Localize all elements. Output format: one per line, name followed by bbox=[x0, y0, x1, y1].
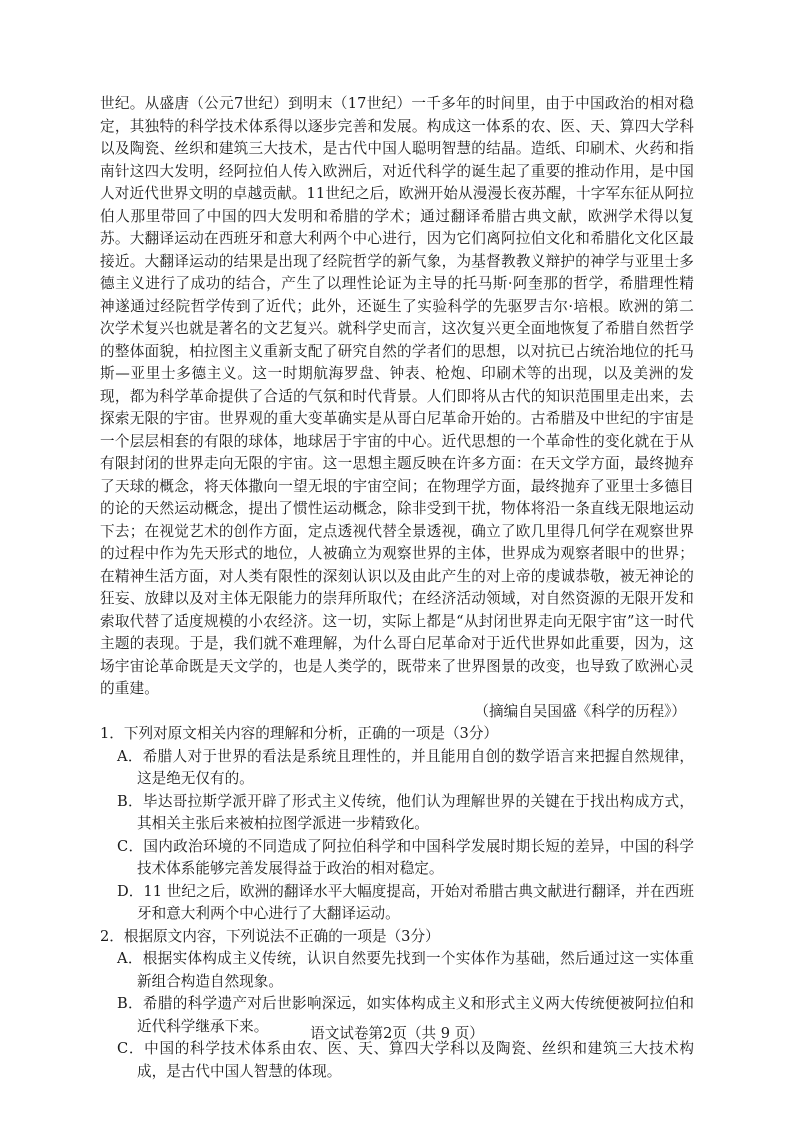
question-1-option-a: A．希腊人对于世界的看法是系统且理性的，并且能用自创的数学语言来把握自然规律，这是绝无仅有的。 bbox=[117, 747, 694, 787]
exam-page-body bbox=[100, 93, 694, 1083]
question-2 bbox=[100, 926, 694, 1084]
passage-source: （摘编自吴国盛《科学的历程》） bbox=[474, 702, 686, 720]
page-footer: 语文试卷第2页（共 9 页） bbox=[310, 1025, 484, 1042]
question-1 bbox=[100, 723, 694, 926]
question-2-option-b: B．希腊的科学遗产对后世影响深远，如实体构成主义和形式主义两大传统便被阿拉伯和近代科学继承下来。 bbox=[117, 995, 694, 1035]
question-1-option-c: C．国内政治环境的不同造成了阿拉伯科学和中国科学发展时期长短的差异，中国的科学技术体系能够完善发展得益于政治的相对稳定。 bbox=[117, 837, 694, 877]
question-2-stem: 2．根据原文内容，下列说法不正确的一项是（3分） bbox=[100, 927, 440, 945]
reading-passage: 世纪。从盛唐（公元7世纪）到明末（17世纪）一千多年的时间里，由于中国政治的相对稳定，其独特的科学技术体系得以逐步完善和发展。构成这一体系的农、医、天、算四大学科以及陶瓷、丝织和建筑三大技术，是古代中国人聪明智慧的结晶。造纸、印刷术、火药和指南针这四大发明，经阿拉伯人传入欧洲后，对近代科学的诞生起了重要的推动作用，是中国人对近代世界文明的卓越贡献。11世纪之后，欧洲开始从漫漫长夜苏醒，十字军东征从阿拉伯人那里带回了中国的四大发明和希腊的学术；通过翻译希腊古典文献，欧洲学术得以复苏。大翻译运动在西班牙和意大利两个中心进行，因为它们离阿拉伯文化和希腊化文化区最接近。大翻译运动的结果是出现了经院哲学的新气象，为基督教教义辩护的神学与亚里士多德主义进行了成功的结合，产生了以理性论证为主导的托马斯·阿奎那的哲学，希腊理性精神遂通过经院哲学传到了近代；此外，还诞生了实验科学的先驱罗吉尔·培根。欧洲的第二次学术复兴也就是著名的文艺复兴。就科学史而言，这次复兴更全面地恢复了希腊自然哲学的整体面貌，柏拉图主义重新支配了研究自然的学者们的思想，以对抗已占统治地位的托马斯—亚里士多德主义。这一时期航海罗盘、钟表、枪炮、印刷术等的出现，以及美洲的发现，都为科学革命提供了合适的气氛和时代背景。人们即将从古代的知识范围里走出来，去探索无限的宇宙。世界观的重大变革确实是从哥白尼革命开始的。古希腊及中世纪的宇宙是一个层层相套的有限的球体，地球居于宇宙的中心。近代思想的一个革命性的变化就在于从有限封闭的世界走向无限的宇宙。这一思想主题反映在许多方面：在天文学方面，最终抛弃了天球的概念，将天体撒向一望无垠的宇宙空间；在物理学方面，最终抛弃了亚里士多德目的论的天然运动概念，提出了惯性运动概念，除非受到干扰，物体将沿一条直线无限地运动下去；在视觉艺术的创作方面，定点透视代替全景透视，确立了欧几里得几何学在观察世界的过程中作为先天形式的地位，人被确立为观察世界的主体，世界成为观察者眼中的世界；在精神生活方面，对人类有限性的深刻认识以及由此产生的对上帝的虔诚恭敬，被无神论的狂妄、放肆以及对主体无限能力的崇拜所取代；在经济活动领域，对自然资源的无限开发和索取代替了适度规模的小农经济。这一切，实际上都是“从封闭世界走向无限宇宙”这一时代主题的表现。于是，我们就不难理解，为什么哥白尼革命对于近代世界如此重要，因为，这场宇宙论革命既是天文学的，也是人类学的，既带来了世界图景的改变，也导致了欧洲心灵的重建。 bbox=[100, 95, 694, 697]
question-2-option-a: A．根据实体构成主义传统，认识自然要先找到一个实体作为基础，然后通过这一实体重新组合构造自然现象。 bbox=[117, 950, 694, 990]
question-1-option-d: D．11 世纪之后，欧洲的翻译水平大幅度提高，开始对希腊古典文献进行翻译，并在西班牙和意大利两个中心进行了大翻译运动。 bbox=[117, 882, 694, 922]
question-1-option-b: B．毕达哥拉斯学派开辟了形式主义传统，他们认为理解世界的关键在于找出构成方式，其相关主张后来被柏拉图学派进一步精致化。 bbox=[117, 792, 694, 832]
question-2-option-c: C．中国的科学技术体系由农、医、天、算四大学科以及陶瓷、丝织和建筑三大技术构成，是古代中国人智慧的体现。 bbox=[117, 1040, 694, 1080]
question-1-stem: 1．下列对原文相关内容的理解和分析，正确的一项是（3分） bbox=[100, 725, 499, 742]
